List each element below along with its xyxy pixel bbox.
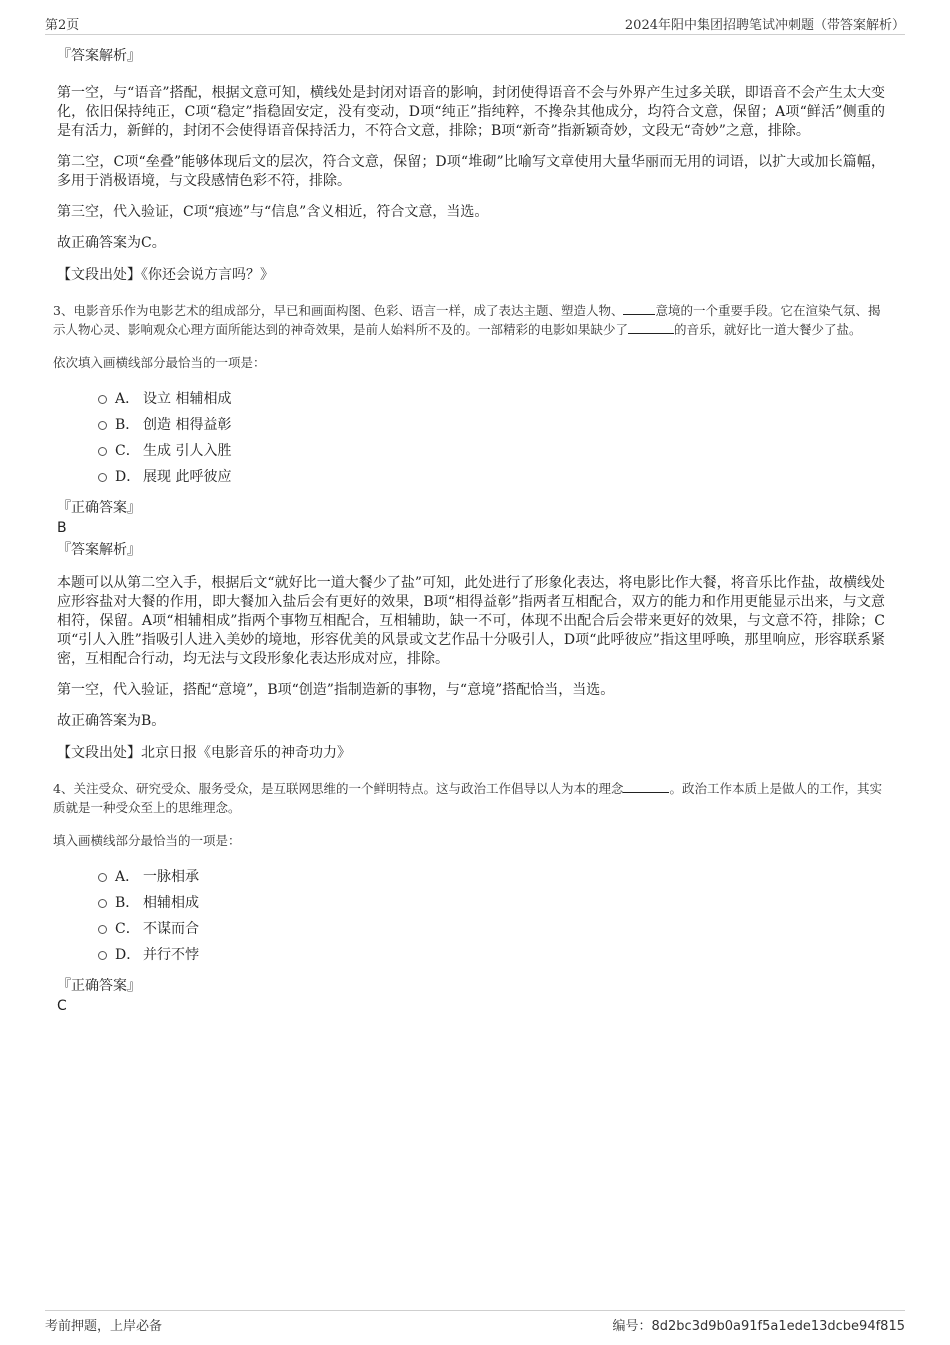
- option-b[interactable]: B． 创造 相得益彰: [57, 412, 885, 438]
- analysis-paragraph: 故正确答案为B。: [57, 713, 166, 729]
- radio-button[interactable]: [98, 395, 107, 404]
- question-3-stem: 3、电影音乐作为电影艺术的组成部分，早已和画面构图、色彩、语言一样，成了表达主题、塑造人物、 意境的一个重要手段。它在渲染气氛、揭示人物心灵、影响观众心理方面所能达到的神奇效果，是前人始料所不及的。一部精彩的电影如果缺少了 的音乐，就好比一道大餐少了盐。: [53, 303, 881, 337]
- correct-answer-label: 『正确答案』: [57, 500, 141, 516]
- option-a[interactable]: A． 设立 相辅相成: [57, 386, 885, 412]
- option-a[interactable]: A． 一脉相承: [57, 864, 885, 890]
- passage-source: 【文段出处】《你还会说方言吗？》: [57, 267, 274, 283]
- option-c[interactable]: C． 不谋而合: [57, 916, 885, 942]
- page-footer: [45, 1310, 905, 1335]
- question-4-stem: 4、关注受众、研究受众、服务受众，是互联网思维的一个鲜明特点。这与政治工作倡导以人为本的理念 。政治工作本质上是做人的工作，其实质就是一种受众至上的思维理念。: [53, 781, 882, 815]
- radio-button[interactable]: [98, 473, 107, 482]
- analysis-paragraph: 第二空，C项“垒叠”能够体现后文的层次，符合文意，保留；D项“堆砌”比喻写文章使用大量华丽而无用的词语，以扩大或加长篇幅，多用于消极语境，与文段感情色彩不符，排除。: [57, 154, 885, 189]
- radio-button[interactable]: [98, 899, 107, 908]
- footer-note: 考前押题，上岸必备: [45, 1319, 163, 1334]
- option-c[interactable]: C． 生成 引人入胜: [57, 438, 885, 464]
- question-4-options: [57, 864, 885, 968]
- document-id: 编号：8d2bc3d9b0a91f5a1ede13dcbe94f815: [612, 1319, 905, 1334]
- option-d[interactable]: D． 展现 此呼彼应: [57, 464, 885, 490]
- correct-answer-label: 『正确答案』: [57, 978, 141, 994]
- document-title: 2024年阳中集团招聘笔试冲刺题（带答案解析）: [624, 18, 905, 33]
- radio-button[interactable]: [98, 873, 107, 882]
- analysis-paragraph: 第一空，与“语音”搭配，根据文意可知，横线处是封闭对语音的影响，封闭使得语音不会与外界产生过多关联，即语音不会产生太大变化，依旧保持纯正，C项“稳定”指稳固安定，没有变动，D项“纯正”指纯粹，不搀杂其他成分，均符合文意，保留；A项“鲜活”侧重的是有活力，新鲜的，封闭不会使得语音保持活力，不符合文意，排除；B项“新奇”指新颖奇妙，文段无“奇妙”之意，排除。: [57, 85, 885, 139]
- page-number: 第2页: [45, 18, 80, 33]
- option-b[interactable]: B． 相辅相成: [57, 890, 885, 916]
- page-content: [53, 46, 885, 1020]
- passage-source: 【文段出处】北京日报《电影音乐的神奇功力》: [57, 745, 351, 761]
- analysis-label: 『答案解析』: [57, 48, 141, 64]
- correct-answer: C: [57, 998, 67, 1014]
- radio-button[interactable]: [98, 925, 107, 934]
- analysis-paragraph: 第一空，代入验证，搭配“意境”，B项“创造”指制造新的事物，与“意境”搭配恰当，当选。: [57, 682, 615, 698]
- analysis-label: 『答案解析』: [57, 542, 141, 558]
- radio-button[interactable]: [98, 421, 107, 430]
- page-header: [45, 12, 905, 35]
- answer-blank: [628, 320, 674, 334]
- answer-blank: [623, 779, 669, 793]
- answer-blank: [623, 301, 655, 315]
- analysis-paragraph: 故正确答案为C。: [57, 235, 166, 251]
- question-3-options: [57, 386, 885, 490]
- question-prompt: 依次填入画横线部分最恰当的一项是：: [53, 355, 266, 370]
- option-d[interactable]: D． 并行不悖: [57, 942, 885, 968]
- question-prompt: 填入画横线部分最恰当的一项是：: [53, 833, 241, 848]
- radio-button[interactable]: [98, 951, 107, 960]
- analysis-paragraph: 本题可以从第二空入手，根据后文“就好比一道大餐少了盐”可知，此处进行了形象化表达，将电影比作大餐，将音乐比作盐，故横线处应形容盐对大餐的作用，即大餐加入盐后会有更好的效果，B项“相得益彰”指两者互相配合，双方的能力和作用更能显示出来，与文意相符，保留。A项“相辅相成”指两个事物互相配合，互相辅助，缺一不可，体现不出配合后会带来更好的效果，与文意不符，排除；C项“引人入胜”指吸引人进入美妙的境地，形容优美的风景或文艺作品十分吸引人，D项“此呼彼应”指这里呼唤，那里响应，形容联系紧密，互相配合行动，均无法与文段形象化表达形成对应，排除。: [57, 575, 885, 667]
- correct-answer: B: [57, 520, 67, 536]
- radio-button[interactable]: [98, 447, 107, 456]
- analysis-paragraph: 第三空，代入验证，C项“痕迹”与“信息”含义相近，符合文意，当选。: [57, 204, 489, 220]
